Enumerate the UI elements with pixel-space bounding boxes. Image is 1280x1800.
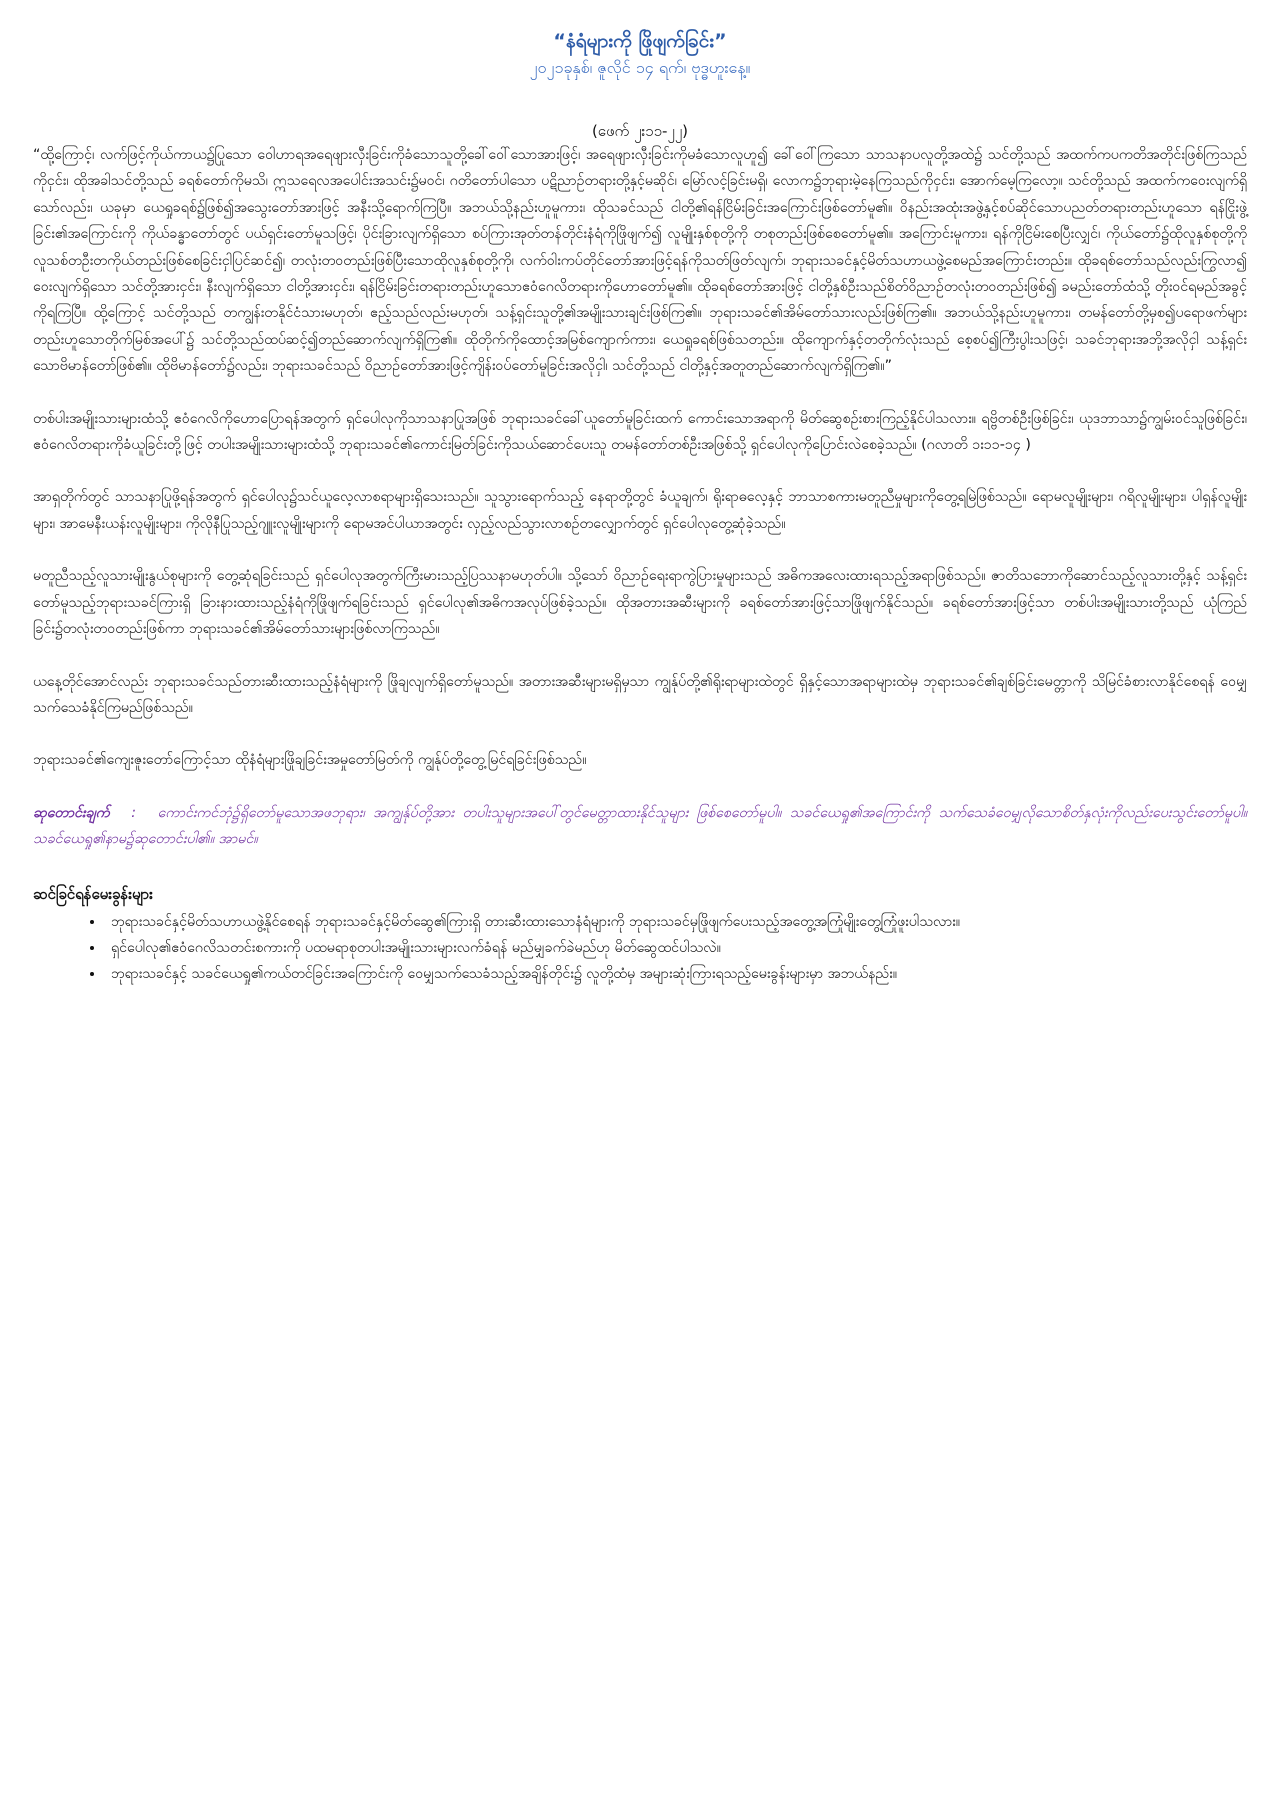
prayer-label: ဆုတောင်းချက် bbox=[33, 804, 110, 821]
scripture-reference: (ဖေက် ၂း၁၁-၂၂) bbox=[591, 122, 689, 140]
question-item: • ရှင်ပေါလု၏ဧဝံဂေလိသတင်းစကားကို ပထမရာစုတပါးအမျိုးသားများလက်ခံရန် မည်မျှခက်ခဲမည်ဟု မိတ်ဆွေထင်ပါသလဲ။ bbox=[105, 935, 1247, 961]
paragraph-spacer bbox=[33, 721, 1247, 747]
prayer-separator: : bbox=[131, 804, 137, 821]
paragraph-spacer bbox=[33, 537, 1247, 563]
question-item: • ဘုရားသခင်နှင့်မိတ်သဟာယဖွဲ့နိုင်စေရန် ဘုရားသခင်နှင့်မိတ်ဆွေ၏ကြားရှိ တားဆီးထားသောနံရံများကို ဘုရားသခင်မှဖြိုဖျက်ပေးသည့်အတွေ့အကြုံမျိုးတွေ့ကြုံဖူးပါသလား။ bbox=[105, 909, 1247, 935]
body-paragraph-3: မတူညီသည့်လူသားမျိုးနွယ်စုများကို တွေ့ဆုံရခြင်းသည် ရှင်ပေါလုအတွက်ကြီးမားသည့်ပြဿနာမဟုတ်ပါ။ သို့သော် ဝိညာဉ်ရေးရာကွဲပြားမှုများသည် အဓိကအလေးထားရသည့်အရာဖြစ်သည်။ ဇာတိသဘောကိုဆောင်သည့်လူသားတို့နှင့် သန့်ရှင်းတော်မူသည့်ဘုရားသခင်ကြားရှိ ခြားနားထားသည့်နံရံကိုဖြိုဖျက်ရခြင်းသည် ရှင်ပေါလု၏အဓိကအလုပ်ဖြစ်ခဲ့သည်။ ထိုအတားအဆီးများကို ခရစ်တော်အားဖြင့်သာဖြိုဖျက်နိုင်သည်။ ခရစ်တော်အားဖြင့်သာ တစ်ပါးအမျိုးသားတို့သည် ယုံကြည်ခြင်း၌တလုံးတဝတည်းဖြစ်ကာ ဘုရားသခင်၏အိမ်တော်သားများဖြစ်လာကြသည်။ bbox=[33, 568, 1247, 638]
body-paragraph-5: ဘုရားသခင်၏ကျေးဇူးတော်ကြောင့်သာ ထိုနံရံများဖြိုချခြင်းအမှုတော်မြတ်ကို ကျွန်ုပ်တို့တွေ့မြင်ရခြင်းဖြစ်သည်။ bbox=[33, 752, 587, 769]
questions-heading: ဆင်ခြင်ရန်မေးခွန်းများ bbox=[33, 884, 153, 903]
body-paragraph-1: တစ်ပါးအမျိုးသားများထံသို့ ဧဝံဂေလိကိုဟောပြောရန်အတွက် ရှင်ပေါလုကိုသာသနာပြုအဖြစ် ဘုရားသခင်ခေါ်ယူတော်မူခြင်းထက် ကောင်းသောအရာကို မိတ်ဆွေစဉ်းစားကြည့်နိုင်ပါသလား။ ရဗ္ဗိတစ်ဦးဖြစ်ခြင်း၊ ယုဒဘာသာ၌ကျွမ်းဝင်သူဖြစ်ခြင်း၊ ဧဝံဂေလိတရားကိုခံယူခြင်းတို့ဖြင့် တပါးအမျိုးသားများထံသို့ ဘုရားသခင်၏ကောင်းမြတ်ခြင်းကိုသယ်ဆောင်ပေးသူ တမန်တော်တစ်ဦးအဖြစ်သို့ ရှင်ပေါလုကိုပြောင်းလဲစေခဲ့သည်။ (ဂလာတိ ၁း၁၁-၁၄ ) bbox=[33, 410, 1247, 454]
date-subtitle: ၂၀၂၁ခုနှစ်၊ ဇူလိုင် ၁၄ ရက်၊ ဗုဒ္ဓဟူးနေ့။ bbox=[529, 58, 751, 77]
prayer-block bbox=[33, 800, 1247, 853]
body-paragraph-4: ယနေ့တိုင်အောင်လည်း ဘုရားသခင်သည်တားဆီးထားသည့်နံရံများကို ဖြိုချလျက်ရှိတော်မူသည်။ အတားအဆီးများမရှိမှသာ ကျွန်ုပ်တို့၏ရိုးရာများထဲတွင် ရှိနှင့်သောအရာများထဲမှ ဘုရားသခင်၏ချစ်ခြင်းမေတ္တာကို သိမြင်ခံစားလာနိုင်စေရန် ဝေမျှသက်သေခံနိုင်ကြမည်ဖြစ်သည်။ bbox=[33, 673, 1247, 716]
question-item: • ဘုရားသခင်နှင့် သခင်ယေရှု၏ကယ်တင်ခြင်းအကြောင်းကို ဝေမျှသက်သေခံသည့်အချိန်တိုင်း၌ လူတို့ထံမှ အများဆုံးကြားရသည့်မေးခွန်းများမှာ အဘယ်နည်း။ bbox=[105, 961, 1247, 987]
paragraph-spacer bbox=[33, 774, 1247, 800]
paragraph-spacer bbox=[33, 380, 1247, 406]
questions-list bbox=[33, 909, 1247, 988]
paragraph-spacer bbox=[33, 643, 1247, 669]
prayer-text: ကောင်းကင်ဘုံ၌ရှိတော်မူသောအဖဘုရား၊ အကျွန်ုပ်တို့အား တပါးသူများအပေါ်တွင်မေတ္တာထားနိုင်သူများ ဖြစ်စေတော်မူပါ။ သခင်ယေရှု၏အကြောင်းကို သက်သေခံဝေမျှလိုသောစိတ်နှလုံးကိုလည်းပေးသွင်းတော်မူပါ။ သခင်ယေရှု၏နာမ၌ဆုတောင်းပါ၏။ အာမင်။ bbox=[33, 804, 1247, 848]
scripture-passage: “ထို့ကြောင့်၊ လက်ဖြင့်ကိုယ်ကာယ၌ပြုသော ဝေါဟာရအရေဖျားလှီးခြင်းကိုခံသောသူတို့ခေါ်ဝေါ်သောအားဖြင့်၊ အရေဖျားလှီးခြင်းကိုမခံသောလူဟူ၍ ခေါ်ဝေါ်ကြသော သာသနာပလူတို့အထဲ၌ သင်တို့သည် အထက်ကပကတိအတိုင်းဖြစ်ကြသည်ကိုငှင်း၊ ထိုအခါသင်တို့သည် ခရစ်တော်ကိုမသိ၊ ဣသရေလအပေါင်းအသင်း၌မဝင်၊ ဂတိတော်ပါသော ပဋိညာဉ်တရားတို့နှင့်မဆိုင်၊ မြော်လင့်ခြင်းမရှိ၊ လောက၌ဘုရားမဲ့နေကြသည်ကိုငှင်း၊ အောက်မေ့ကြလော့။ သင်တို့သည် အထက်ကဝေးလျက်ရှိသော်လည်း၊ ယခုမှာ ယေရှုခရစ်၌ဖြစ်၍အသွေးတော်အားဖြင့် အနီးသို့ရောက်ကြပြီ။ အဘယ်သို့နည်းဟူမူကား၊ ထိုသခင်သည် ငါတို့၏ရန်ငြိမ်းခြင်းအကြောင်းဖြစ်တော်မူ၏။ ဝိနည်းအထုံးအဖွဲ့နှင့်စပ်ဆိုင်သောပညတ်တရားတည်းဟူသော ရန်ငြိုးဖွဲ့ခြင်း၏အကြောင်းကို ကိုယ်ခန္ဓာတော်တွင် ပယ်ရှင်းတော်မူသဖြင့်၊ ပိုင်းခြားလျက်ရှိသော စပ်ကြားအုတ်တန်တိုင်းနံရံကိုဖြိုဖျက်၍ လူမျိုးနှစ်စုတို့ကို တစုတည်းဖြစ်စေတော်မူ၏။ အကြောင်းမူကား၊ ရန်ကိုငြိမ်းစေပြီးလျှင်၊ ကိုယ်တော်၌ထိုလူနှစ်စုတို့ကို လူသစ်တဦးတကိုယ်တည်းဖြစ်စေခြင်းငှါပြင်ဆင်၍၊ တလုံးတဝတည်းဖြစ်ပြီးသောထိုလူနှစ်စုတို့ကို၊ လက်ဝါးကပ်တိုင်တော်အားဖြင့်ရန်ကိုသတ်ဖြတ်လျက်၊ ဘုရားသခင်နှင့်မိတ်သဟာယဖွဲ့စေမည်အကြောင်းတည်း။ ထိုခရစ်တော်သည်လည်းကြွလာ၍ ဝေးလျက်ရှိသော သင်တို့အားငှင်း၊ နီးလျက်ရှိသော ငါတို့အားငှင်း၊ ရန်ငြိမ်းခြင်းတရားတည်းဟူသောဧဝံဂေလိတရားကိုဟောတော်မူ၏။ ထိုခရစ်တော်အားဖြင့် ငါတို့နှစ်ဦးသည်စိတ်ဝိညာဉ်တလုံးတဝတည်းဖြစ်၍ ခမည်းတော်ထံသို့ တိုးဝင်ရမည်အခွင့်ကိုရကြပြီ။ ထို့ကြောင့် သင်တို့သည် တကျွန်းတနိုင်ငံသားမဟုတ်၊ ဧည့်သည်လည်းမဟုတ်၊ သန့်ရှင်းသူတို့၏အမျိုးသားချင်းဖြစ်ကြ၏။ ဘုရားသခင်၏အိမ်တော်သားလည်းဖြစ်ကြ၏။ အဘယ်သို့နည်းဟူမူကား၊ တမန်တော်တို့မှစ၍ပရောဖက်များတည်းဟူသောတိုက်မြစ်အပေါ်၌ သင်တို့သည်ထပ်ဆင့်၍တည်ဆောက်လျက်ရှိကြ၏။ ထိုတိုက်ကိုထောင့်အမြစ်ကျောက်ကား၊ ယေရှုခရစ်ဖြစ်သတည်း။ ထိုကျောက်နှင့်တတိုက်လုံးသည် စေ့စပ်၍ကြီးပွါးသဖြင့်၊ သခင်ဘုရားအဘို့အလိုငှါ သန့်ရှင်းသောဗိမာန်တော်ဖြစ်၏။ ထိုဗိမာန်တော်၌လည်း၊ ဘုရားသခင်သည် ဝိညာဉ်တော်အားဖြင့်ကျိန်းဝပ်တော်မူခြင်းအလိုငှါ၊ သင်တို့သည် ငါတို့နှင့်အတူတည်ဆောက်လျက်ရှိကြ၏။” bbox=[33, 147, 1247, 375]
paragraph-spacer bbox=[33, 458, 1247, 484]
page-title: “နံရံများကို ဖြိုဖျက်ခြင်း” bbox=[553, 30, 727, 52]
body-paragraph-2: အာရှတိုက်တွင် သာသနာပြုဖို့ရန်အတွက် ရှင်ပေါလု၌သင်ယူလေ့လာစရာများရှိသေးသည်။ သူသွားရောက်သည့် နေရာတို့တွင် ခံယူချက်၊ ရိုးရာဓလေ့နှင့် ဘာသာစကားမတူညီမှုများကိုတွေ့ရမြဲဖြစ်သည်။ ရောမလူမျိုးများ၊ ဂရိလူမျိုးများ၊ ပါရှန်လူမျိုးများ၊ အာမေနီးယန်းလူမျိုးများ၊ ကိုလိုနီပြုသည့်ဂျူးလူမျိုးများကို ရောမအင်ပါယာအတွင်း လှည့်လည်သွားလာစဉ်တလျှောက်တွင် ရှင်ပေါလုတွေ့ဆုံခဲ့သည်။ bbox=[33, 489, 1247, 532]
